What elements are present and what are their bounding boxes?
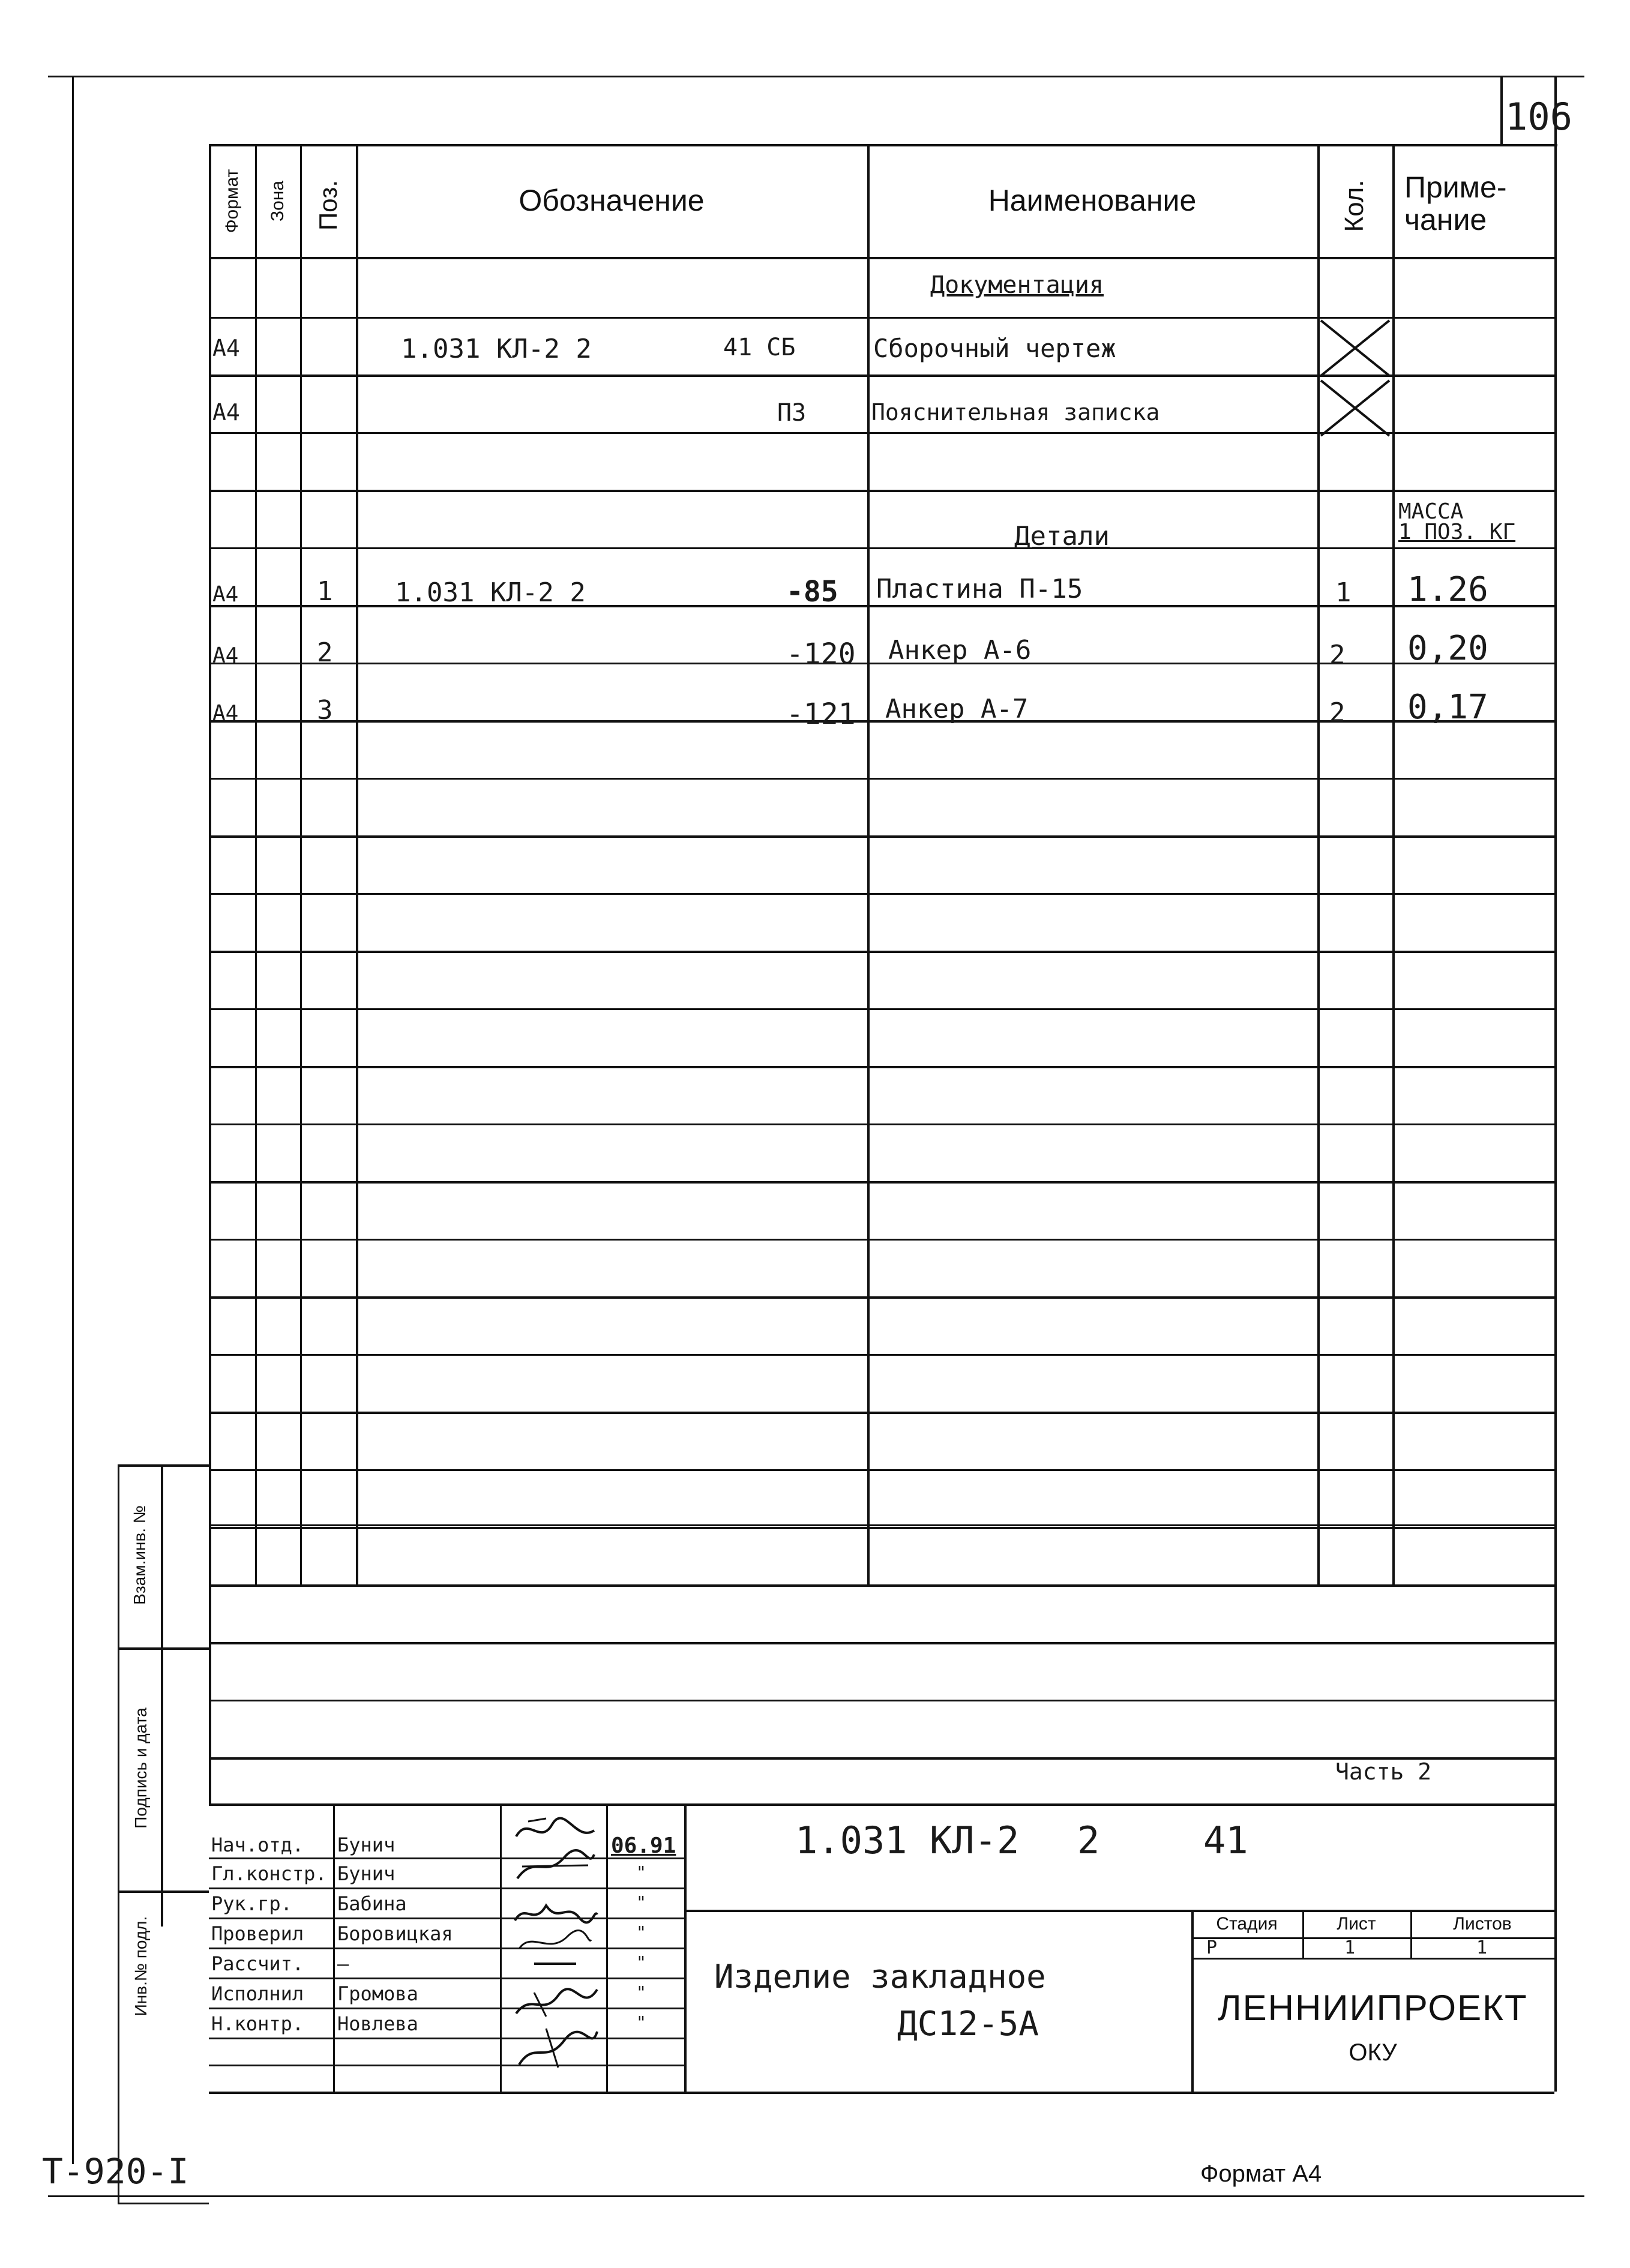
table-row-line bbox=[209, 1354, 1554, 1356]
table-row-line bbox=[209, 1642, 1554, 1644]
header-note-line2: чание bbox=[1404, 203, 1487, 236]
detail-row-2-pos: 2 bbox=[317, 637, 333, 668]
header-note-line1: Приме- bbox=[1404, 170, 1507, 204]
title-code-part: 2 bbox=[1077, 1818, 1100, 1862]
sheet-value: 1 bbox=[1344, 1937, 1356, 1958]
table-row-line bbox=[209, 547, 1554, 549]
sheet-number-divider bbox=[1500, 76, 1503, 145]
side-bottom bbox=[118, 2203, 209, 2204]
sheet-label: Лист bbox=[1337, 1914, 1376, 1934]
table-row-line bbox=[209, 778, 1554, 780]
table-row-line bbox=[209, 1524, 1554, 1526]
staff-role: Рассчит. bbox=[211, 1952, 304, 1975]
table-row-line bbox=[209, 1239, 1554, 1241]
footer-line bbox=[48, 2195, 1584, 2197]
side-label-inv: Инв.№ подл. bbox=[131, 1916, 150, 2017]
organization-name: ЛЕННИИПРОЕКТ bbox=[1218, 1987, 1528, 2028]
detail-row-3-format: А4 bbox=[212, 701, 239, 726]
organization-sub: ОКУ bbox=[1349, 2039, 1397, 2066]
doc-row-2-name: Пояснительная записка bbox=[871, 399, 1160, 426]
staff-row-line bbox=[209, 2038, 684, 2039]
detail-row-2-name: Анкер А-6 bbox=[888, 635, 1032, 666]
title-stage-row2 bbox=[1191, 1958, 1554, 1960]
doc-row-1-designation: 1.031 КЛ-2 2 bbox=[401, 334, 592, 364]
detail-row-2-format: А4 bbox=[212, 643, 239, 668]
table-row-line bbox=[209, 1008, 1554, 1010]
table-row-line bbox=[209, 1700, 1554, 1701]
table-row-line bbox=[209, 1412, 1554, 1414]
staff-row-line bbox=[209, 2065, 684, 2066]
title-bottom bbox=[209, 2092, 1554, 2094]
sheets-label: Листов bbox=[1453, 1914, 1512, 1934]
mass-header bbox=[1398, 499, 1516, 544]
staff-role: Проверил bbox=[211, 1922, 304, 1945]
table-row-line bbox=[209, 1181, 1554, 1184]
top-border bbox=[48, 76, 1584, 77]
signature-7 bbox=[510, 2023, 600, 2071]
detail-row-3-name: Анкер А-7 bbox=[885, 694, 1029, 724]
detail-row-2-qty: 2 bbox=[1329, 640, 1346, 670]
format-label: Формат А4 bbox=[1200, 2161, 1322, 2187]
table-row-line bbox=[209, 1296, 1554, 1299]
staff-row-line bbox=[209, 1948, 684, 1949]
detail-row-1-name: Пластина П-15 bbox=[876, 574, 1083, 604]
side-col-left bbox=[118, 1464, 119, 2203]
table-row-line bbox=[209, 1066, 1554, 1068]
staff-role: Н.контр. bbox=[211, 2012, 304, 2035]
detail-row-2-suffix: -120 bbox=[786, 637, 856, 671]
doc-row-1-suffix: 41 СБ bbox=[723, 334, 796, 361]
right-border bbox=[1554, 76, 1557, 1804]
signature-6 bbox=[510, 1981, 600, 2023]
header-designation: Обозначение bbox=[519, 184, 705, 217]
table-row-line bbox=[209, 893, 1554, 895]
staff-name: — bbox=[337, 1952, 349, 1975]
staff-name: Боровицкая bbox=[337, 1922, 453, 1945]
detail-row-3-pos: 3 bbox=[317, 695, 333, 726]
signature-3 bbox=[510, 1897, 600, 1930]
staff-role: Исполнил bbox=[211, 1982, 304, 2005]
staff-date: " bbox=[636, 1892, 646, 1912]
title-stage-row1 bbox=[1191, 1937, 1554, 1939]
side-div-1 bbox=[118, 1647, 209, 1650]
qty-cross-1 bbox=[1319, 318, 1392, 378]
title-right bbox=[1554, 1803, 1557, 2092]
staff-row-line bbox=[209, 1887, 684, 1889]
col-zone bbox=[255, 144, 257, 1584]
stage-value: Р bbox=[1206, 1937, 1218, 1958]
mass-header-line1: МАССА bbox=[1398, 499, 1464, 524]
detail-row-1-note: 1.26 bbox=[1407, 570, 1488, 609]
table-row-line bbox=[209, 663, 1554, 664]
col-pos bbox=[300, 144, 302, 1584]
product-name-line1: Изделие закладное bbox=[714, 1958, 1046, 1996]
staff-name: Бунич bbox=[337, 1862, 395, 1885]
sheet-number: 106 bbox=[1505, 95, 1572, 139]
staff-date: " bbox=[636, 2012, 646, 2032]
header-name: Наименование bbox=[988, 184, 1197, 217]
signature-5-dash bbox=[534, 1963, 576, 1965]
col-left bbox=[209, 144, 211, 1803]
staff-role: Рук.гр. bbox=[211, 1892, 292, 1915]
detail-row-3-suffix: -121 bbox=[786, 697, 856, 731]
header-note bbox=[1404, 171, 1507, 236]
signature-4 bbox=[513, 1928, 597, 1958]
staff-row-line bbox=[209, 2008, 684, 2009]
header-zone: Зона bbox=[268, 180, 287, 222]
detail-row-1-format: А4 bbox=[212, 582, 239, 607]
header-pos: Поз. bbox=[314, 180, 342, 230]
staff-date: " bbox=[636, 1952, 646, 1972]
side-label-podpis: Подпись и дата bbox=[131, 1707, 150, 1829]
table-row-line bbox=[209, 951, 1554, 953]
header-qty: Кол. bbox=[1340, 179, 1369, 232]
table-row-line bbox=[209, 1584, 1554, 1587]
staff-date: " bbox=[636, 1922, 646, 1942]
table-row-line bbox=[209, 1527, 1554, 1529]
side-top bbox=[118, 1464, 209, 1467]
section-documentation: Документация bbox=[930, 271, 1104, 299]
staff-date: " bbox=[636, 1862, 646, 1882]
detail-row-1-designation: 1.031 КЛ-2 2 bbox=[395, 577, 586, 608]
side-col-divider bbox=[161, 1464, 163, 1927]
sheets-value: 1 bbox=[1476, 1937, 1488, 1958]
table-row-line bbox=[209, 490, 1554, 492]
col-name bbox=[867, 144, 870, 1584]
doc-row-2-format: А4 bbox=[212, 399, 240, 426]
staff-row-line bbox=[209, 1978, 684, 1979]
title-top bbox=[209, 1803, 1554, 1806]
table-row-line bbox=[209, 835, 1554, 838]
signature-1 bbox=[510, 1812, 600, 1848]
detail-row-2-note: 0,20 bbox=[1407, 629, 1488, 668]
side-div-2 bbox=[118, 1891, 209, 1893]
signature-2 bbox=[510, 1848, 600, 1884]
table-header-bottom bbox=[209, 257, 1554, 259]
staff-row-line bbox=[209, 1918, 684, 1919]
part-label: Часть 2 bbox=[1335, 1758, 1432, 1785]
title-code: 1.031 КЛ-2 bbox=[795, 1818, 1020, 1862]
detail-row-3-note: 0,17 bbox=[1407, 688, 1488, 727]
title-col-main bbox=[684, 1803, 687, 2092]
doc-row-2-suffix: ПЗ bbox=[777, 399, 807, 427]
detail-row-1-pos: 1 bbox=[317, 576, 333, 607]
doc-row-1-format: А4 bbox=[212, 335, 240, 361]
side-label-vzam: Взам.инв. № bbox=[130, 1505, 149, 1605]
staff-role: Гл.констр. bbox=[211, 1862, 327, 1885]
section-details: Детали bbox=[1014, 521, 1110, 552]
staff-name: Громова bbox=[337, 1982, 418, 2005]
staff-date: 06.91 bbox=[611, 1833, 676, 1858]
product-name-line2: ДС12-5А bbox=[897, 2005, 1039, 2044]
doc-row-1-name: Сборочный чертеж bbox=[873, 334, 1116, 363]
series-label: Т-920-I bbox=[42, 2151, 189, 2192]
staff-name: Бунич bbox=[337, 1833, 395, 1856]
table-row-line bbox=[209, 1123, 1554, 1125]
staff-role: Нач.отд. bbox=[211, 1833, 304, 1856]
staff-name: Бабина bbox=[337, 1892, 407, 1915]
detail-row-1-suffix: -85 bbox=[786, 575, 838, 609]
staff-name: Новлева bbox=[337, 2012, 418, 2035]
outer-left-border bbox=[72, 76, 74, 2164]
title-code-sheet: 41 bbox=[1203, 1818, 1248, 1862]
qty-cross-2 bbox=[1319, 378, 1392, 438]
header-format: Формат bbox=[222, 169, 242, 233]
col-designation bbox=[356, 144, 358, 1584]
mass-header-line2: 1 ПОЗ. КГ bbox=[1398, 520, 1516, 544]
table-row-line bbox=[209, 1469, 1554, 1471]
stage-label: Стадия bbox=[1216, 1914, 1278, 1934]
table-row-line bbox=[209, 720, 1554, 723]
detail-row-3-qty: 2 bbox=[1329, 697, 1346, 728]
detail-row-1-qty: 1 bbox=[1335, 577, 1352, 608]
col-note bbox=[1392, 144, 1395, 1584]
staff-date: " bbox=[636, 1982, 646, 2002]
